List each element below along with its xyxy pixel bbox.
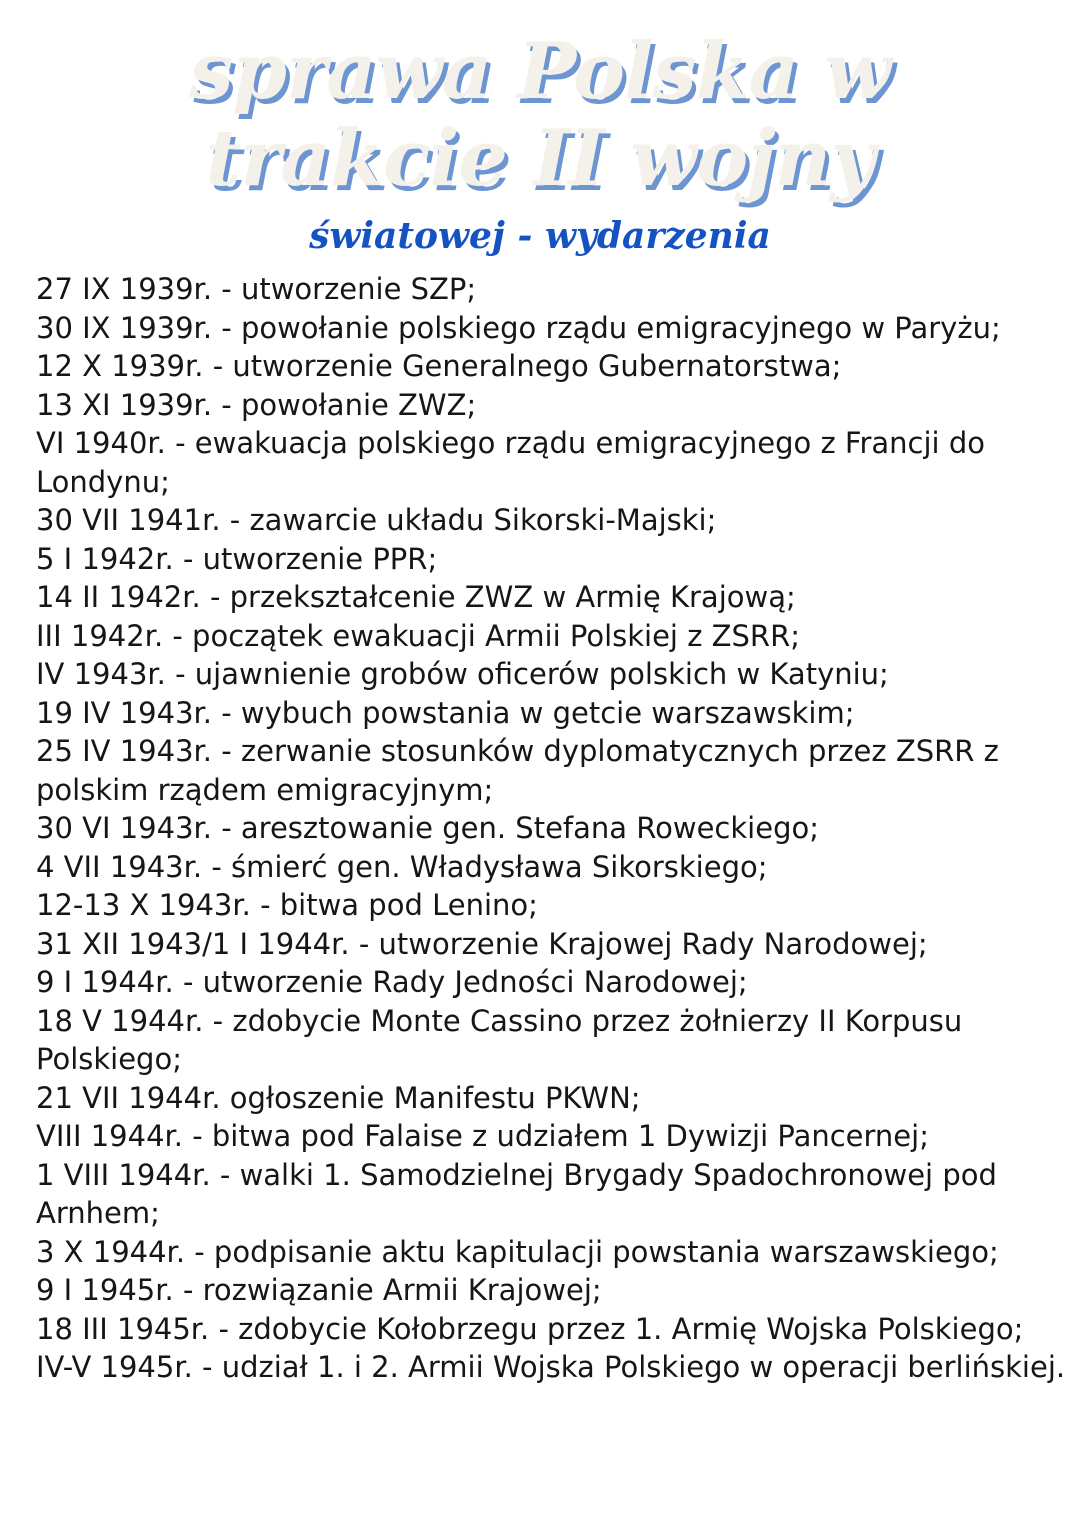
event-item: 25 IV 1943r. - zerwanie stosunków dyplomatycznych przez ZSRR z polskim rządem emigracyjnym;: [36, 734, 999, 807]
event-item: VIII 1944r. - bitwa pod Falaise z udziałem 1 Dywizji Pancernej;: [36, 1119, 929, 1153]
event-item: 18 III 1945r. - zdobycie Kołobrzegu przez 1. Armię Wojska Polskiego;: [36, 1311, 1024, 1346]
event-item: VI 1940r. - ewakuacja polskiego rządu emigracyjnego z Francji do Londynu;: [36, 426, 985, 499]
event-item: 5 I 1942r. - utworzenie PPR;: [36, 541, 438, 576]
event-item: 30 IX 1939r. - powołanie polskiego rządu emigracyjnego w Paryżu;: [36, 310, 1001, 345]
page-title-line-1: sprawa Polska w: [189, 26, 891, 117]
event-item: 27 IX 1939r. - utworzenie SZP;: [36, 272, 477, 306]
event-item: 30 VI 1943r. - aresztowanie gen. Stefana Roweckiego;: [36, 811, 819, 845]
events-list: [36, 270, 1066, 1387]
event-item: 19 IV 1943r. - wybuch powstania w getcie warszawskim;: [36, 695, 855, 730]
page-title-line-2: trakcie II wojny: [205, 113, 875, 204]
event-item: 3 X 1944r. - podpisanie aktu kapitulacji powstania warszawskiego;: [36, 1234, 999, 1269]
event-item: 14 II 1942r. - przekształcenie ZWZ w Armię Krajową;: [36, 580, 796, 614]
event-item: 4 VII 1943r. - śmierć gen. Władysława Sikorskiego;: [36, 849, 768, 884]
event-item: IV 1943r. - ujawnienie grobów oficerów polskich w Katyniu;: [36, 657, 889, 691]
event-item: 9 I 1945r. - rozwiązanie Armii Krajowej;: [36, 1273, 602, 1307]
event-item: 31 XII 1943/1 I 1944r. - utworzenie Krajowej Rady Narodowej;: [36, 926, 928, 961]
event-item: III 1942r. - początek ewakuacji Armii Polskiej z ZSRR;: [36, 618, 800, 653]
event-item: 21 VII 1944r. ogłoszenie Manifestu PKWN;: [36, 1080, 641, 1115]
event-item: 1 VIII 1944r. - walki 1. Samodzielnej Brygady Spadochronowej pod Arnhem;: [36, 1157, 997, 1230]
event-item: 12-13 X 1943r. - bitwa pod Lenino;: [36, 888, 538, 922]
event-item: 30 VII 1941r. - zawarcie układu Sikorski-Majski;: [36, 503, 717, 537]
event-item: IV-V 1945r. - udział 1. i 2. Armii Wojska Polskiego w operacji berlińskiej.: [36, 1350, 1066, 1384]
event-item: 9 I 1944r. - utworzenie Rady Jedności Narodowej;: [36, 965, 748, 999]
event-item: 12 X 1939r. - utworzenie Generalnego Gubernatorstwa;: [36, 349, 842, 383]
event-item: 13 XI 1939r. - powołanie ZWZ;: [36, 387, 477, 422]
page-subtitle: światowej - wydarzenia: [309, 215, 771, 257]
event-item: 18 V 1944r. - zdobycie Monte Cassino przez żołnierzy II Korpusu Polskiego;: [36, 1003, 963, 1076]
